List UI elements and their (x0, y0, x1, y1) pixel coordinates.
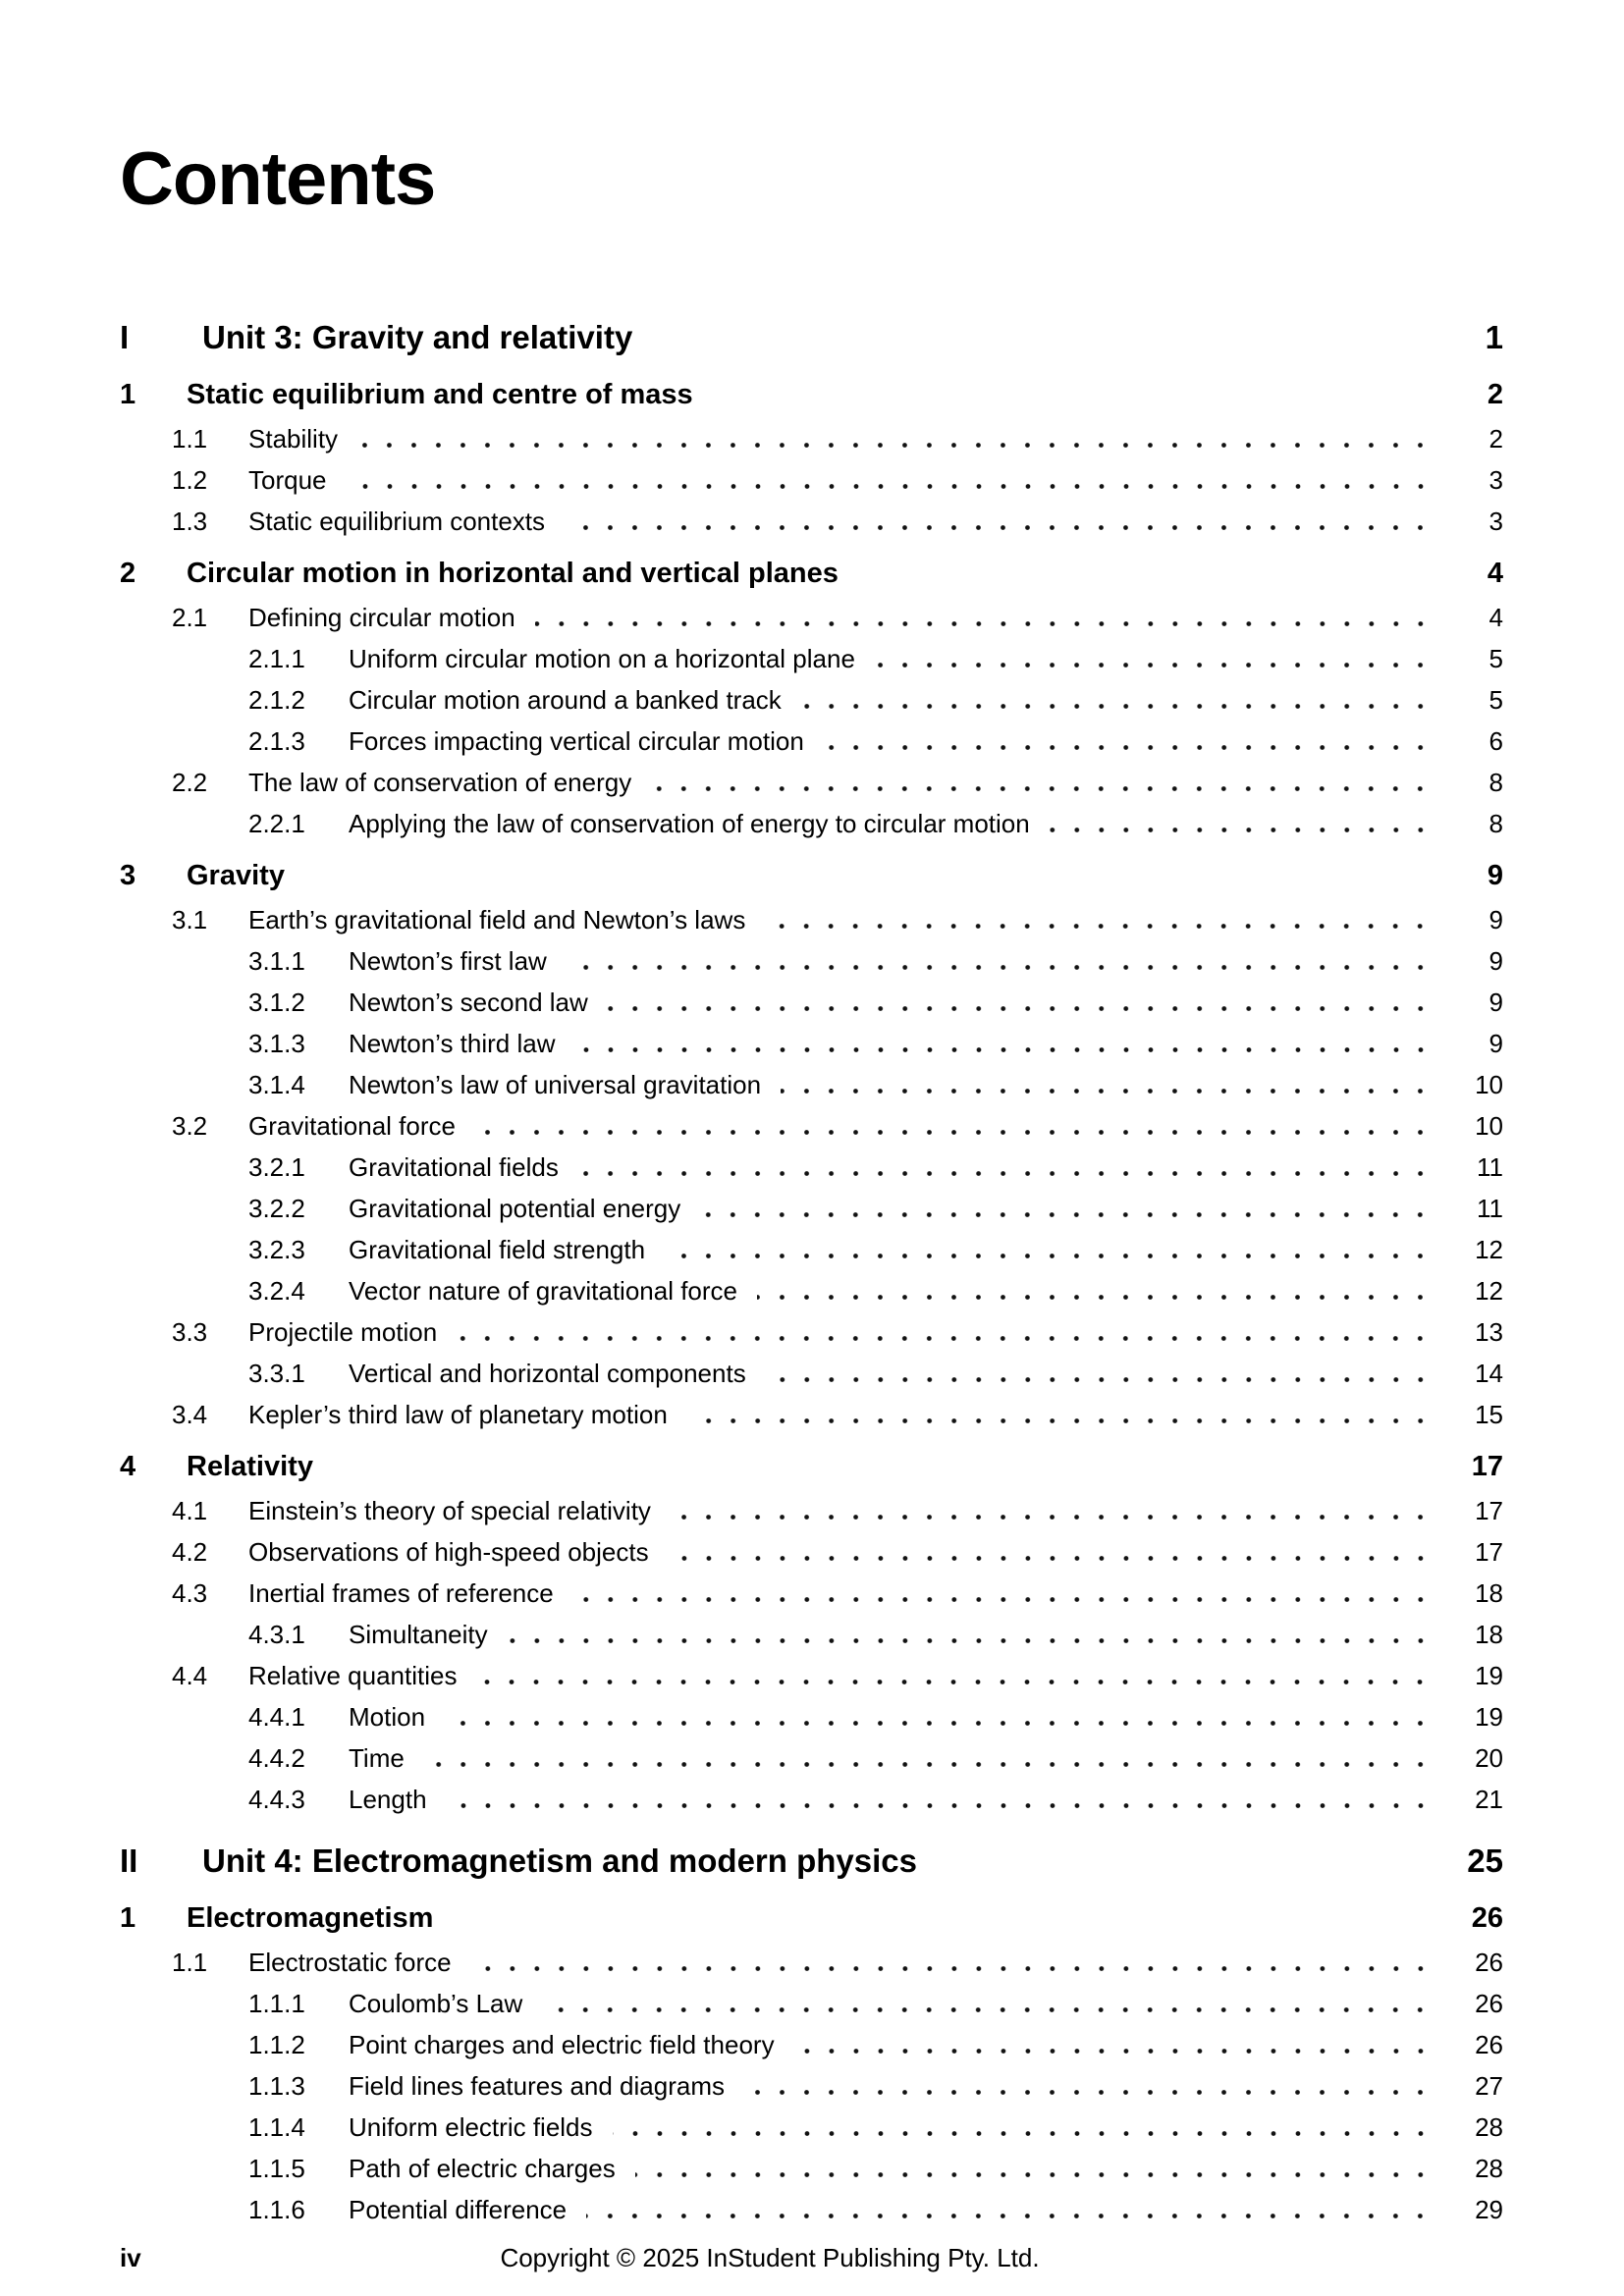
dot-leader (801, 704, 1433, 709)
dot-leader (457, 1336, 1433, 1341)
toc-entry-section[interactable] (120, 501, 1503, 542)
entry-title: Coulomb’s Law (349, 1989, 523, 2018)
entry-title: Gravitational potential energy (349, 1194, 681, 1223)
dot-leader (573, 1597, 1433, 1602)
entry-title: Unit 3: Gravity and relativity (202, 319, 633, 355)
dot-leader (613, 2131, 1433, 2136)
dot-leader (937, 1870, 1433, 1875)
dot-leader (508, 1638, 1433, 1643)
toc-entry-section[interactable] (120, 1311, 1503, 1353)
entry-title: Length (349, 1785, 427, 1814)
entry-page-number: 9 (1489, 946, 1503, 976)
entry-title: Potential difference (349, 2195, 568, 2224)
entry-number: 1.2 (172, 465, 208, 495)
entry-title: Newton’s second law (349, 988, 588, 1017)
dot-leader (586, 2214, 1433, 2218)
entry-page-number: 19 (1475, 1702, 1503, 1732)
dot-leader (471, 1966, 1433, 1971)
toc-entry-subsection[interactable] (120, 721, 1503, 762)
toc-entry-chapter[interactable] (120, 1895, 1503, 1942)
entry-page-number: 15 (1475, 1400, 1503, 1429)
entry-number: 3.3 (172, 1317, 208, 1347)
entry-number: 2.1 (172, 603, 208, 632)
entry-number: 4 (120, 1451, 136, 1482)
dot-leader (565, 525, 1433, 530)
entry-number: 1.1.5 (248, 2154, 305, 2183)
toc-entry-part[interactable] (120, 312, 1503, 363)
toc-entry-section[interactable] (120, 1942, 1503, 1983)
toc-entry-chapter[interactable] (120, 852, 1503, 899)
toc-entry-subsection[interactable] (120, 1353, 1503, 1394)
dot-leader (824, 745, 1433, 750)
entry-page-number: 26 (1475, 1989, 1503, 2018)
entry-title: Gravity (187, 860, 285, 891)
toc-entry-subsection[interactable] (120, 940, 1503, 982)
entry-page-number: 6 (1489, 726, 1503, 756)
dot-leader (744, 2090, 1433, 2095)
dot-leader (424, 1762, 1433, 1767)
entry-number: II (120, 1842, 138, 1879)
entry-page-number: 5 (1489, 685, 1503, 715)
dot-leader (575, 1047, 1433, 1052)
table-of-contents (120, 312, 1503, 2230)
entry-page-number: 18 (1475, 1620, 1503, 1649)
entry-title: Applying the law of conservation of energy to circular motion (349, 809, 1030, 838)
toc-entry-chapter[interactable] (120, 1443, 1503, 1490)
entry-title: Inertial frames of reference (248, 1578, 554, 1608)
entry-number: 3 (120, 860, 136, 891)
entry-title: Gravitational fields (349, 1152, 559, 1182)
entry-number: 1.1.4 (248, 2112, 305, 2142)
entry-page-number: 9 (1489, 988, 1503, 1017)
entry-number: 2.2 (172, 768, 208, 797)
entry-page-number: 10 (1475, 1111, 1503, 1141)
entry-title: Vertical and horizontal components (349, 1359, 746, 1388)
entry-title: Electromagnetism (187, 1902, 434, 1934)
toc-entry-subsection[interactable] (120, 1983, 1503, 2024)
dot-leader (687, 1418, 1433, 1423)
entry-number: 4.3.1 (248, 1620, 305, 1649)
entry-title: Earth’s gravitational field and Newton’s laws (248, 905, 746, 934)
entry-number: 4.3 (172, 1578, 208, 1608)
entry-number: 2.2.1 (248, 809, 305, 838)
entry-number: 1.1 (172, 1948, 208, 1977)
toc-entry-subsection[interactable] (120, 1614, 1503, 1655)
dot-leader (476, 1680, 1433, 1684)
entry-page-number: 26 (1471, 1902, 1503, 1934)
dot-leader (794, 2049, 1433, 2054)
entry-title: Electrostatic force (248, 1948, 452, 1977)
dot-leader (700, 1212, 1433, 1217)
entry-page-number: 26 (1475, 1948, 1503, 1977)
entry-title: Kepler’s third law of planetary motion (248, 1400, 668, 1429)
entry-number: 2.1.1 (248, 644, 305, 673)
dot-leader (875, 663, 1433, 667)
toc-entry-subsection[interactable] (120, 2065, 1503, 2107)
entry-number: 1.1 (172, 424, 208, 454)
toc-entry-subsection[interactable] (120, 2024, 1503, 2065)
entry-page-number: 28 (1475, 2154, 1503, 2183)
entry-title: Projectile motion (248, 1317, 438, 1347)
page-title: Contents (120, 137, 436, 221)
entry-title: Point charges and electric field theory (349, 2030, 775, 2059)
dot-leader (475, 1130, 1433, 1135)
entry-title: Field lines features and diagrams (349, 2071, 725, 2101)
entry-number: 3.1.1 (248, 946, 305, 976)
entry-number: 2 (120, 558, 136, 589)
entry-number: 4.4 (172, 1661, 208, 1690)
dot-leader (1050, 828, 1433, 832)
entry-title: Einstein’s theory of special relativity (248, 1496, 651, 1525)
entry-page-number: 12 (1475, 1276, 1503, 1306)
toc-entry-subsection[interactable] (120, 982, 1503, 1023)
entry-number: 3.1.2 (248, 988, 305, 1017)
dot-leader (635, 2172, 1433, 2177)
entry-number: 1.1.3 (248, 2071, 305, 2101)
entry-number: 1.1.1 (248, 1989, 305, 2018)
entry-title: Uniform electric fields (349, 2112, 593, 2142)
entry-page-number: 5 (1489, 644, 1503, 673)
dot-leader (781, 1089, 1433, 1094)
entry-number: 4.4.2 (248, 1743, 305, 1773)
toc-entry-part[interactable] (120, 1836, 1503, 1887)
dot-leader (578, 1171, 1433, 1176)
entry-number: 3.1.4 (248, 1070, 305, 1099)
dot-leader (651, 786, 1433, 791)
entry-title: Static equilibrium contexts (248, 507, 546, 536)
entry-number: 4.2 (172, 1537, 208, 1567)
entry-number: 3.1.3 (248, 1029, 305, 1058)
toc-entry-section[interactable] (120, 1490, 1503, 1531)
entry-page-number: 3 (1489, 507, 1503, 536)
toc-entry-subsection[interactable] (120, 679, 1503, 721)
entry-number: 3.2.2 (248, 1194, 305, 1223)
entry-page-number: 26 (1475, 2030, 1503, 2059)
entry-number: 4.4.1 (248, 1702, 305, 1732)
entry-number: 3.4 (172, 1400, 208, 1429)
toc-entry-subsection[interactable] (120, 1779, 1503, 1820)
entry-title: The law of conservation of energy (248, 768, 632, 797)
entry-title: Newton’s first law (349, 946, 547, 976)
entry-title: Static equilibrium and centre of mass (187, 379, 693, 410)
entry-number: 3.2.1 (248, 1152, 305, 1182)
entry-title: Newton’s law of universal gravitation (349, 1070, 762, 1099)
toc-entry-subsection[interactable] (120, 1064, 1503, 1105)
entry-title: Defining circular motion (248, 603, 515, 632)
entry-title: Newton’s third law (349, 1029, 556, 1058)
dot-leader (535, 621, 1433, 626)
folio-page-number: iv (120, 2243, 141, 2272)
dot-leader (304, 882, 1433, 887)
entry-page-number: 17 (1475, 1537, 1503, 1567)
entry-page-number: 13 (1475, 1317, 1503, 1347)
entry-title: Gravitational force (248, 1111, 456, 1141)
entry-title: Simultaneity (349, 1620, 488, 1649)
toc-entry-section[interactable] (120, 1105, 1503, 1147)
toc-entry-section[interactable] (120, 1394, 1503, 1435)
entry-title: Torque (248, 465, 327, 495)
toc-entry-section[interactable] (120, 1531, 1503, 1573)
toc-entry-subsection[interactable] (120, 1270, 1503, 1311)
entry-title: Relativity (187, 1451, 313, 1482)
entry-number: 3.2.4 (248, 1276, 305, 1306)
dot-leader (567, 965, 1433, 970)
dot-leader (447, 1803, 1433, 1808)
toc-entry-subsection[interactable] (120, 638, 1503, 679)
entry-title: Circular motion around a banked track (349, 685, 782, 715)
entry-title: Stability (248, 424, 339, 454)
toc-entry-section[interactable] (120, 597, 1503, 638)
toc-entry-subsection[interactable] (120, 1696, 1503, 1737)
entry-page-number: 21 (1475, 1785, 1503, 1814)
entry-page-number: 3 (1489, 465, 1503, 495)
entry-page-number: 25 (1467, 1842, 1503, 1879)
entry-page-number: 2 (1487, 379, 1503, 410)
dot-leader (765, 924, 1433, 929)
entry-page-number: 9 (1489, 1029, 1503, 1058)
entry-number: 2.1.3 (248, 726, 305, 756)
entry-page-number: 17 (1475, 1496, 1503, 1525)
entry-number: 4.1 (172, 1496, 208, 1525)
entry-page-number: 1 (1485, 319, 1503, 355)
toc-entry-chapter[interactable] (120, 371, 1503, 418)
toc-entry-subsection[interactable] (120, 1737, 1503, 1779)
dot-leader (357, 443, 1433, 448)
toc-entry-section[interactable] (120, 1655, 1503, 1696)
entry-page-number: 18 (1475, 1578, 1503, 1608)
entry-number: 1 (120, 379, 136, 410)
entry-number: 4.4.3 (248, 1785, 305, 1814)
entry-number: 1.3 (172, 507, 208, 536)
toc-entry-section[interactable] (120, 899, 1503, 940)
entry-title: Path of electric charges (349, 2154, 616, 2183)
toc-entry-subsection[interactable] (120, 803, 1503, 844)
entry-title: Uniform circular motion on a horizontal plane (349, 644, 855, 673)
entry-title: Observations of high-speed objects (248, 1537, 649, 1567)
entry-number: 3.2.3 (248, 1235, 305, 1264)
entry-page-number: 11 (1477, 1194, 1503, 1223)
entry-number: 1.1.6 (248, 2195, 305, 2224)
entry-page-number: 14 (1475, 1359, 1503, 1388)
entry-page-number: 29 (1475, 2195, 1503, 2224)
dot-leader (671, 1515, 1433, 1520)
dot-leader (608, 1006, 1433, 1011)
entry-title: Forces impacting vertical circular motion (349, 726, 804, 756)
entry-page-number: 28 (1475, 2112, 1503, 2142)
entry-number: 3.3.1 (248, 1359, 305, 1388)
entry-page-number: 19 (1475, 1661, 1503, 1690)
text-block (0, 139, 1624, 2230)
dot-leader (333, 1473, 1433, 1478)
toc-entry-subsection[interactable] (120, 1229, 1503, 1270)
entry-number: 1 (120, 1902, 136, 1934)
entry-page-number: 9 (1489, 905, 1503, 934)
dot-leader (669, 1556, 1433, 1561)
entry-page-number: 27 (1475, 2071, 1503, 2101)
toc-entry-section[interactable] (120, 1573, 1503, 1614)
toc-entry-section[interactable] (120, 762, 1503, 803)
entry-title: Motion (349, 1702, 426, 1732)
dot-leader (453, 1925, 1433, 1930)
dot-leader (445, 1721, 1433, 1726)
dot-leader (757, 1295, 1433, 1300)
entry-title: Circular motion in horizontal and vertical planes (187, 558, 839, 589)
entry-number: 3.1 (172, 905, 208, 934)
toc-entry-chapter[interactable] (120, 550, 1503, 597)
toc-entry-section[interactable] (120, 418, 1503, 459)
entry-title: Time (349, 1743, 405, 1773)
dot-leader (652, 347, 1433, 351)
entry-page-number: 17 (1471, 1451, 1503, 1482)
toc-entry-section[interactable] (120, 459, 1503, 501)
entry-title: Unit 4: Electromagnetism and modern physics (202, 1842, 917, 1879)
dot-leader (665, 1254, 1433, 1258)
entry-page-number: 8 (1489, 809, 1503, 838)
page-footer (120, 2241, 1503, 2274)
entry-title: Relative quantities (248, 1661, 458, 1690)
dot-leader (347, 484, 1434, 489)
toc-entry-subsection[interactable] (120, 1147, 1503, 1188)
entry-number: 3.2 (172, 1111, 208, 1141)
entry-number: 2.1.2 (248, 685, 305, 715)
toc-entry-subsection[interactable] (120, 2107, 1503, 2148)
dot-leader (858, 580, 1433, 585)
dot-leader (766, 1377, 1433, 1382)
entry-number: 1.1.2 (248, 2030, 305, 2059)
entry-page-number: 8 (1489, 768, 1503, 797)
entry-page-number: 2 (1489, 424, 1503, 454)
entry-title: Gravitational field strength (349, 1235, 646, 1264)
entry-page-number: 12 (1475, 1235, 1503, 1264)
dot-leader (713, 401, 1433, 406)
dot-leader (542, 2007, 1433, 2012)
toc-entry-subsection[interactable] (120, 1188, 1503, 1229)
entry-page-number: 4 (1489, 603, 1503, 632)
toc-entry-subsection[interactable] (120, 2148, 1503, 2189)
entry-page-number: 20 (1475, 1743, 1503, 1773)
toc-entry-subsection[interactable] (120, 1023, 1503, 1064)
copyright-notice: Copyright © 2025 InStudent Publishing Pty. Ltd. (500, 2243, 1040, 2272)
entry-page-number: 9 (1487, 860, 1503, 891)
entry-page-number: 10 (1475, 1070, 1503, 1099)
entry-page-number: 4 (1487, 558, 1503, 589)
entry-number: I (120, 319, 130, 355)
entry-page-number: 11 (1477, 1152, 1503, 1182)
entry-title: Vector nature of gravitational force (349, 1276, 738, 1306)
toc-entry-subsection[interactable] (120, 2189, 1503, 2230)
